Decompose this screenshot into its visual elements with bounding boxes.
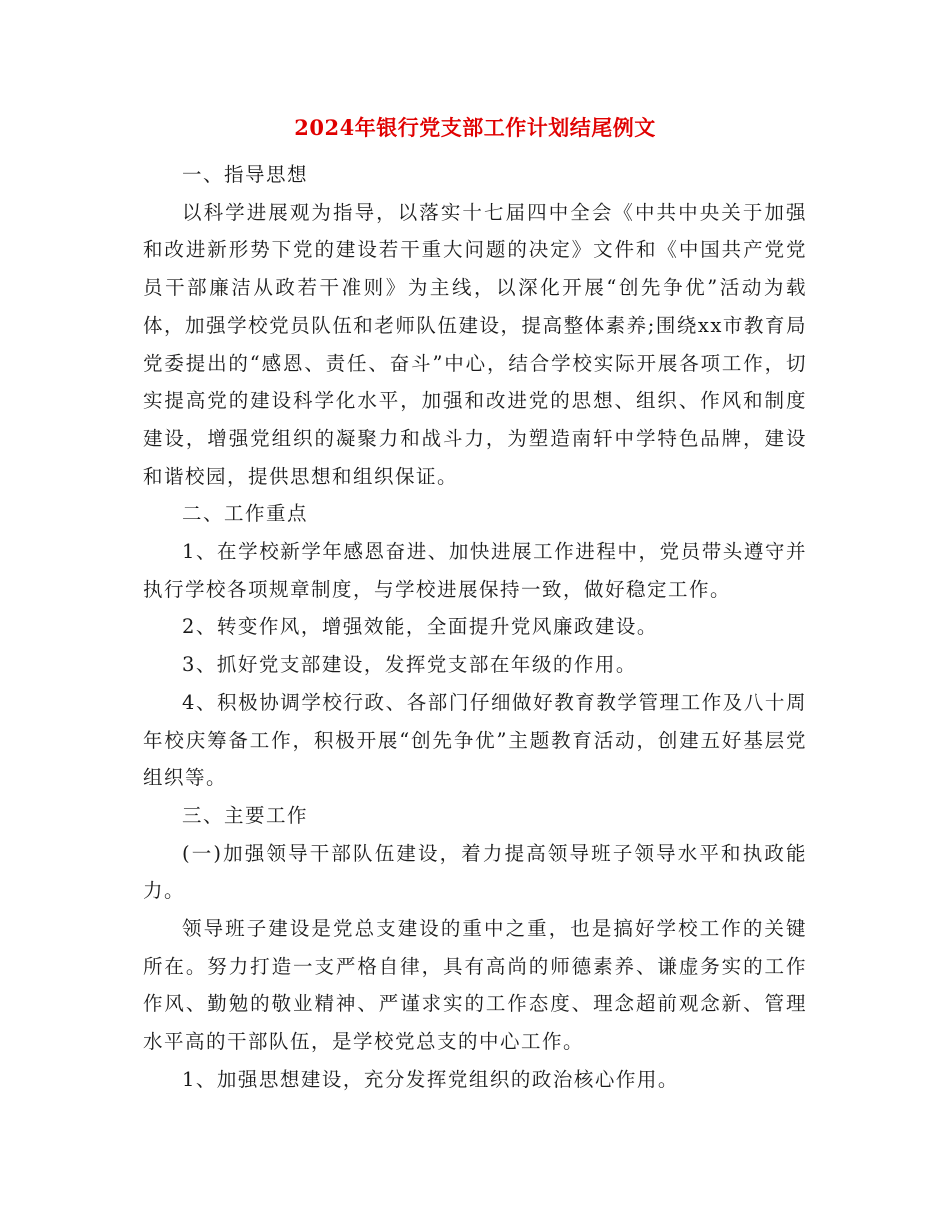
section-heading-main-work: 三、主要工作: [182, 803, 309, 827]
body-paragraph: 领导班子建设是党总支建设的重中之重，也是搞好学校工作的关键所在。努力打造一支严格自律，具有高尚的师德素养、谦虚务实的工作作风、勤勉的敬业精神、严谨求实的工作态度、理念超前观念新、管理水平高的干部队伍，是学校党总支的中心工作。: [143, 917, 807, 1054]
list-item: 1、在学校新学年感恩奋进、加快进展工作进程中，党员带头遵守并执行学校各项规章制度，与学校进展保持一致，做好稳定工作。: [143, 540, 807, 601]
section-heading-guiding-ideology: 一、指导思想: [182, 163, 309, 186]
list-item: 2、转变作风，增强效能，全面提升党风廉政建设。: [182, 615, 658, 639]
list-item: 1、加强思想建设，充分发挥党组织的政治核心作用。: [182, 1067, 679, 1091]
document-body: [143, 156, 807, 1099]
subsection-heading: (一)加强领导干部队伍建设，着力提高领导班子领导水平和执政能力。: [143, 841, 807, 903]
body-paragraph: 以科学进展观为指导，以落实十七届四中全会《中共中央关于加强和改进新形势下党的建设若干重大问题的决定》文件和《中国共产党党员干部廉洁从政若干准则》为主线，以深化开展“创先争优”活动为载体，加强学校党员队伍和老师队伍建设，提高整体素养;围绕xx市教育局党委提出的“感恩、责任、奋斗”中心，结合学校实际开展各项工作，切实提高党的建设科学化水平，加强和改进党的思想、组织、作风和制度建设，增强党组织的凝聚力和战斗力，为塑造南轩中学特色品牌，建设和谐校园，提供思想和组织保证。: [143, 200, 807, 488]
list-item: 4、积极协调学校行政、各部门仔细做好教育教学管理工作及八十周年校庆筹备工作，积极开展“创先争优”主题教育活动，创建五好基层党组织等。: [143, 690, 807, 790]
list-item: 3、抓好党支部建设，发挥党支部在年级的作用。: [182, 653, 637, 677]
section-heading-work-focus: 二、工作重点: [182, 502, 309, 526]
document-title: 2024年银行党支部工作计划结尾例文: [294, 115, 656, 140]
